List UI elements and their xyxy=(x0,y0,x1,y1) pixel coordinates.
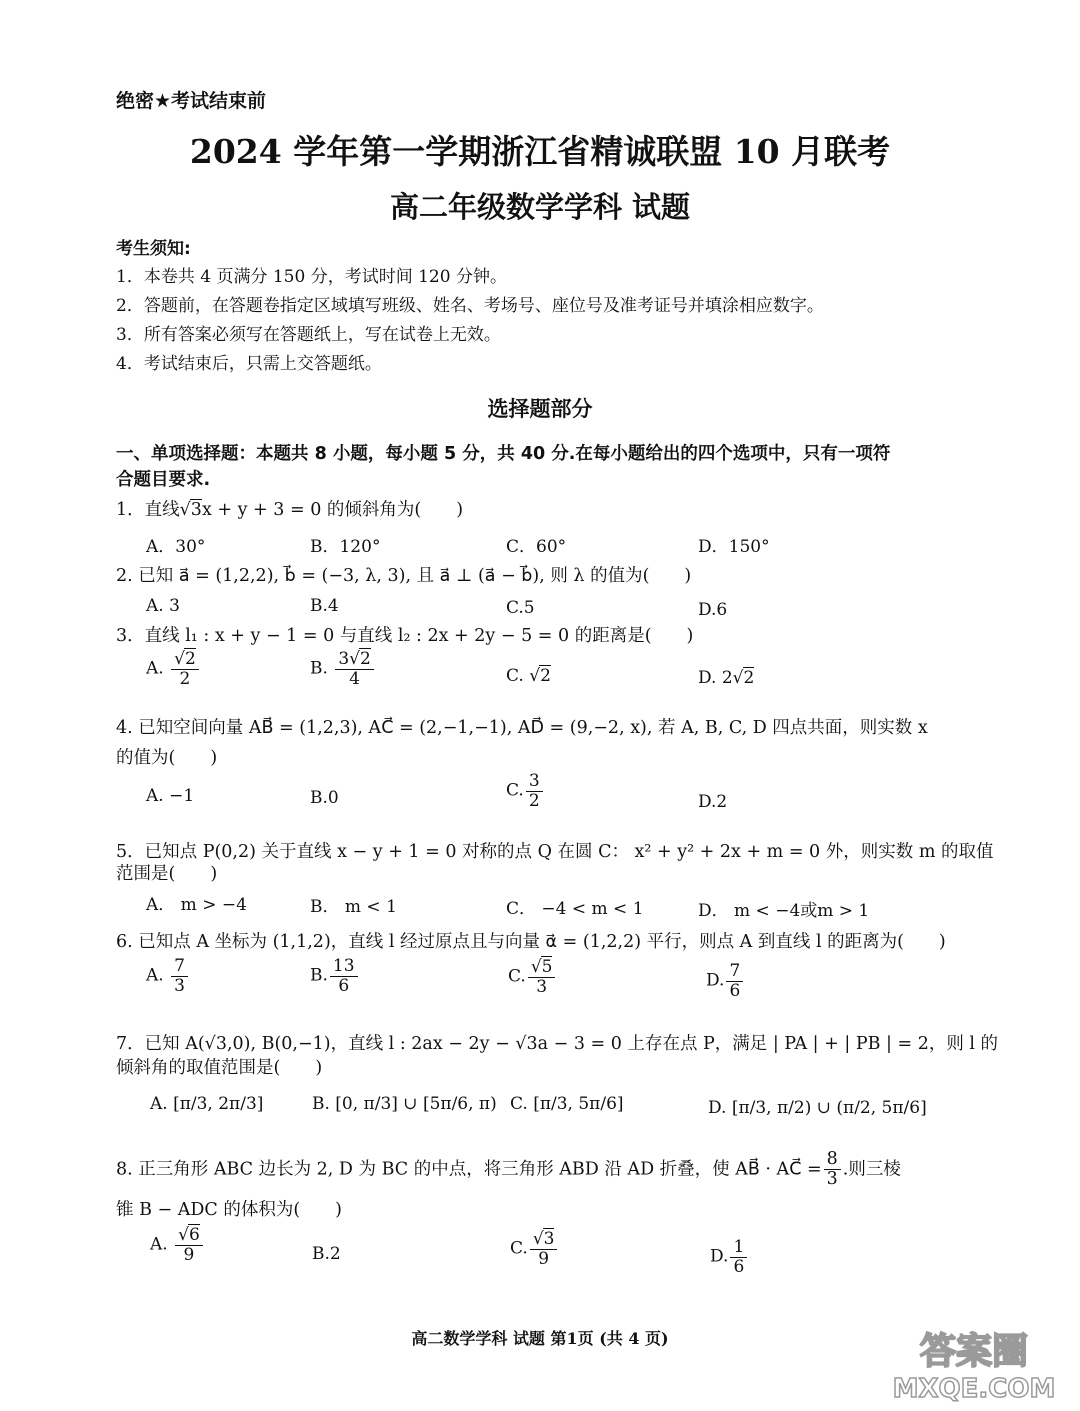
q6-option-b: B. $\frac{13}{6}$ xyxy=(310,957,360,995)
q2-option-c: C.5 xyxy=(506,598,535,618)
svg-text:MXQE.COM: MXQE.COM xyxy=(892,1374,1056,1404)
q4-option-d: D.2 xyxy=(698,792,728,812)
question-7: 7．已知 A(√3,0), B(0,−1)，直线 l : 2ax − 2y − √3a − 3 = 0 上存在点 P，满足 | PA | + | PB | = 2，则 l 的 xyxy=(116,1034,999,1054)
notice-item: 2．答题前，在答题卷指定区域填写班级、姓名、考场号、座位号及准考证号并填涂相应数字。 xyxy=(116,296,824,316)
q6-option-a: A. $\frac{7}{3}$ xyxy=(146,957,190,995)
q4-option-a: A. −1 xyxy=(146,786,195,806)
question-8-cont: 锥 B − ADC 的体积为( ) xyxy=(116,1200,342,1220)
q8-option-a: A. $\frac{√6}{9}$ xyxy=(150,1226,205,1264)
notice-heading: 考生须知: xyxy=(116,239,191,259)
question-2: 2. 已知 a⃗ = (1,2,2), b⃗ = (−3, λ, 3), 且 a⃗ ⊥ (a⃗ − b⃗), 则 λ 的值为( ) xyxy=(116,566,692,586)
q8-option-c: C. $\frac{√3}{9}$ xyxy=(510,1230,559,1268)
question-4-cont: 的值为( ) xyxy=(116,748,218,768)
q7-option-b: B. [0, π/3] ∪ [5π/6, π) xyxy=(312,1094,497,1114)
q1-option-a: A．30° xyxy=(146,537,206,557)
q5-option-d: D． m < −4或m > 1 xyxy=(698,901,870,921)
notice-item: 1．本卷共 4 页满分 150 分，考试时间 120 分钟。 xyxy=(116,267,507,287)
question-4: 4. 已知空间向量 AB⃗ = (1,2,3), AC⃗ = (2,−1,−1), AD⃗ = (9,−2, x), 若 A, B, C, D 四点共面，则实数 x xyxy=(116,718,928,738)
q4-option-c: C. $\frac{3}{2}$ xyxy=(506,772,545,810)
q3-option-a: A. $\frac{√2}{2}$ xyxy=(146,650,201,688)
q1-option-c: C．60° xyxy=(506,537,567,557)
q1-option-d: D．150° xyxy=(698,537,770,557)
page-footer: 高二数学学科 试题 第1页 (共 4 页) xyxy=(411,1329,669,1348)
confidential-label: 绝密★考试结束前 xyxy=(116,90,267,112)
q7-option-a: A. [π/3, 2π/3] xyxy=(150,1094,264,1114)
notice-item: 3．所有答案必须写在答题纸上，写在试卷上无效。 xyxy=(116,325,501,345)
watermark-logo xyxy=(884,1325,1064,1405)
q8-option-d: D. $\frac{1}{6}$ xyxy=(710,1238,749,1276)
q2-option-a: A. 3 xyxy=(146,596,180,616)
q2-option-b: B.4 xyxy=(310,596,339,616)
question-1: 1．直线√3x + y + 3 = 0 的倾斜角为( ) xyxy=(116,500,464,520)
exam-subtitle: 高二年级数学学科 试题 xyxy=(389,190,691,224)
q3-option-c: C. √2 xyxy=(506,666,551,686)
q3-option-b: B. $\frac{3√2}{4}$ xyxy=(310,650,376,688)
q2-option-d: D.6 xyxy=(698,600,728,620)
q4-option-b: B.0 xyxy=(310,788,339,808)
q3-option-d: D. 2√2 xyxy=(698,668,755,688)
question-3: 3．直线 l₁ : x + y − 1 = 0 与直线 l₂ : 2x + 2y − 5 = 0 的距离是( ) xyxy=(116,626,694,646)
q6-option-c: C. $\frac{√5}{3}$ xyxy=(508,958,557,996)
exam-title: 2024 学年第一学期浙江省精诚联盟 10 月联考 xyxy=(189,132,891,171)
q5-option-b: B． m < 1 xyxy=(310,897,397,917)
section-intro-cont: 合题目要求. xyxy=(116,470,211,490)
question-7-cont: 倾斜角的取值范围是( ) xyxy=(116,1058,323,1078)
svg-text:答案圈: 答案圈 xyxy=(919,1331,1029,1372)
question-5-cont: 范围是( ) xyxy=(116,864,218,884)
q1-option-b: B．120° xyxy=(310,537,381,557)
q5-option-c: C． −4 < m < 1 xyxy=(506,899,644,919)
question-5: 5．已知点 P(0,2) 关于直线 x − y + 1 = 0 对称的点 Q 在圆 C： x² + y² + 2x + m = 0 外，则实数 m 的取值 xyxy=(116,842,994,862)
question-8: 8. 正三角形 ABC 边长为 2, D 为 BC 的中点，将三角形 ABD 沿 AD 折叠，使 AB⃗ · AC⃗ = $\frac{8}{3}$ .则三棱 xyxy=(116,1149,901,1190)
q5-option-a: A． m > −4 xyxy=(146,895,247,915)
q6-option-d: D. $\frac{7}{6}$ xyxy=(706,962,745,1000)
q7-option-c: C. [π/3, 5π/6] xyxy=(510,1094,624,1114)
section-intro: 一、单项选择题：本题共 8 小题，每小题 5 分，共 40 分.在每小题给出的四个选项中，只有一项符 xyxy=(116,444,891,464)
notice-item: 4．考试结束后，只需上交答题纸。 xyxy=(116,354,382,374)
q7-option-d: D. [π/3, π/2) ∪ (π/2, 5π/6] xyxy=(708,1098,927,1118)
q8-option-b: B.2 xyxy=(312,1244,341,1264)
section-title: 选择题部分 xyxy=(487,397,593,421)
question-6: 6. 已知点 A 坐标为 (1,1,2)，直线 l 经过原点且与向量 α⃗ = (1,2,2) 平行，则点 A 到直线 l 的距离为( ) xyxy=(116,932,946,952)
